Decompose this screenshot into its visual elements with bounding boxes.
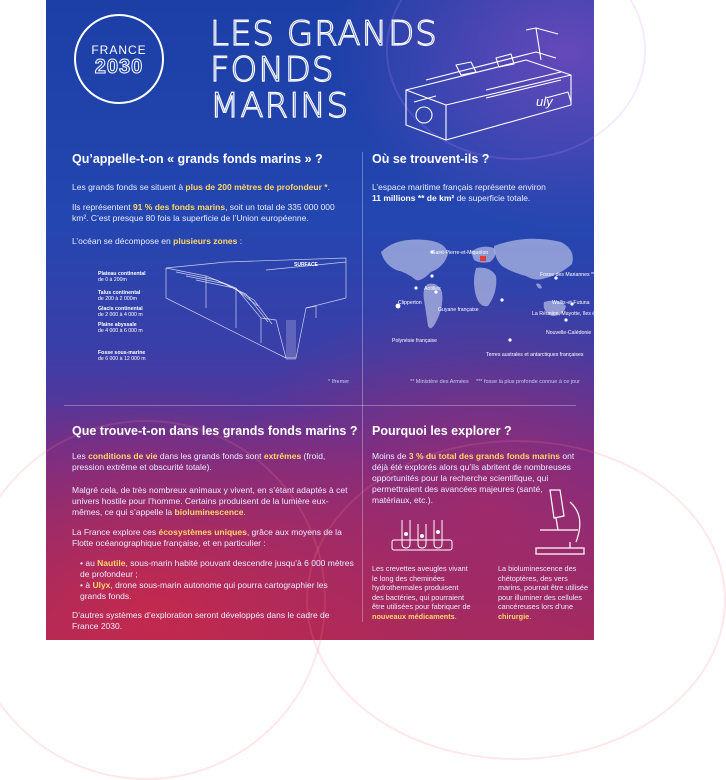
zone-range: de 4 000 à 6 000 m	[98, 328, 143, 334]
text: Les grands fonds se situent à	[72, 182, 186, 192]
title-line2: FONDS	[210, 50, 335, 90]
highlight: Nautile	[97, 558, 126, 568]
text: à	[85, 580, 93, 590]
q3-paragraph-3	[72, 527, 354, 549]
text: Les crevettes aveugles vivant le long des cheminées hydrothermales produisent des bactéries, qui pourraient être utilisées pour fabriquer de	[372, 564, 471, 611]
zone-range: de 200 à 2 000m	[98, 296, 137, 302]
zone-label	[98, 306, 143, 318]
text: La bioluminescence des chétoptères, des vers marins, pourrait être utilisée pour illuminer des cellules cancéreuses lors d’une	[498, 564, 589, 611]
text: , sous-marin habité pouvant descendre jusqu’à 6 000 mètres de profondeur ;	[80, 558, 354, 579]
highlight: plusieurs zones	[173, 236, 238, 246]
title-line3: MARINS	[210, 86, 350, 126]
text: , grâce aux moyens de la Flotte océanographique française, et en particulier :	[72, 527, 342, 548]
text: Ils représentent	[72, 202, 133, 212]
text: Malgré cela, de très nombreux animaux y vivent, en s’étant adaptés à cet univers hostile pour l’homme. Certains produisent de la lumière eux-mêmes, ce qui s’appelle la	[72, 485, 348, 517]
section-divider-horizontal	[64, 405, 576, 406]
q1-heading: Qu’appelle-t-on « grands fonds marins » ?	[72, 152, 323, 166]
q2-heading: Où se trouvent-ils ?	[372, 152, 490, 166]
text: L’espace maritime français représente environ	[372, 182, 546, 192]
highlight: plus de 200 mètres de profondeur *	[185, 182, 328, 192]
map-label: Polynésie française	[392, 338, 437, 344]
text: de superficie totale.	[454, 193, 531, 203]
text: dans les grands fonds sont	[157, 451, 264, 461]
zone-name: Glacis continental	[98, 306, 143, 312]
highlight: écosystèmes uniques	[158, 527, 247, 537]
logo-line1: FRANCE	[91, 43, 147, 57]
q4-heading: Pourquoi les explorer ?	[372, 424, 512, 438]
highlight: conditions de vie	[88, 451, 158, 461]
zone-label	[98, 271, 146, 283]
infographic-poster	[46, 0, 611, 640]
highlight: nouveaux médicaments	[372, 611, 455, 621]
submarine-label: uly	[536, 94, 553, 109]
section-divider-vertical	[362, 152, 363, 622]
q1-paragraph-3	[72, 236, 352, 247]
zone-label	[98, 322, 143, 334]
text: L’océan se décompose en	[72, 236, 174, 246]
q4-caption-worms	[498, 564, 590, 621]
highlight: 3 % du total des grands fonds marins	[408, 451, 560, 461]
text: La France explore ces	[72, 527, 159, 537]
text: .	[327, 182, 330, 192]
text: .	[243, 507, 246, 517]
text: .	[529, 611, 532, 621]
map-label: La Réunion, Mayotte, îles éparses	[532, 311, 611, 317]
map-label: Antilles	[424, 286, 441, 292]
bullet-dot: •	[80, 580, 86, 590]
text: ont déjà été explorés alors qu’ils abritent de nombreuses opportunités pour la recherche scientifique, qui permettraient des avancées majeures (santé, matériaux, etc.).	[372, 451, 575, 505]
text: :	[237, 236, 243, 246]
highlight: bioluminescence	[174, 507, 244, 517]
map-label: Guyane française	[438, 307, 479, 313]
zone-name: Plaine abyssale	[98, 322, 137, 328]
text: (froid, pression extrême et obscurité totale).	[72, 451, 326, 472]
q2-paragraph	[372, 182, 582, 204]
zone-name: Plateau continental	[98, 271, 146, 277]
q2-footnote-2: *** fosse la plus profonde connue à ce jour	[476, 379, 580, 385]
map-label: Clipperton	[398, 300, 422, 306]
zone-name: Fosse sous-marine	[98, 350, 146, 356]
text: Moins de	[372, 451, 409, 461]
zone-range: de 0 à 200m	[98, 277, 127, 283]
highlight: ** de km²	[415, 193, 455, 203]
highlight: Ulyx	[92, 580, 111, 590]
ulyx-drone-illustration	[386, 20, 586, 150]
text: au	[85, 558, 98, 568]
test-tubes-icon	[388, 516, 458, 558]
highlight: 91 % des fonds marins	[132, 202, 226, 212]
q3-bullet-ulyx	[80, 580, 356, 602]
map-label: Fosse des Mariannes ***	[540, 272, 598, 278]
logo-line2: 2030	[94, 56, 144, 78]
ocean-zones-diagram	[166, 258, 346, 376]
q3-paragraph-4: D’autres systèmes d’exploration seront développés dans le cadre de France 2030.	[72, 610, 330, 631]
q1-footnote: * Ifremer	[328, 379, 350, 385]
map-label: Terres australes et antarctiques françaises	[486, 352, 584, 358]
title-line1: LES GRANDS	[210, 14, 438, 54]
map-label: Wallis-et-Futuna	[552, 300, 590, 306]
highlight: chirurgie	[498, 611, 530, 621]
q3-bullet-nautile	[80, 558, 356, 580]
france-marker	[480, 256, 486, 261]
text: , soit un total de 335 000 000 km². C’est presque 80 fois la superficie de l’Union européenne.	[72, 202, 335, 223]
map-label: Saint-Pierre-et-Miquelon	[432, 250, 489, 256]
text: .	[454, 611, 457, 621]
q1-paragraph-2	[72, 202, 352, 224]
q3-paragraph-2	[72, 485, 354, 518]
text: , drone sous-marin autonome qui pourra cartographier les grands fonds.	[80, 580, 328, 601]
surface-label: SURFACE	[294, 262, 318, 268]
q1-paragraph-1	[72, 182, 352, 193]
highlight: extrêmes	[263, 451, 302, 461]
bullet-dot: •	[80, 558, 86, 568]
q2-footnote-1: ** Ministère des Armées	[410, 379, 469, 385]
q4-caption-shrimp	[372, 564, 472, 621]
france-2030-logo	[74, 14, 164, 104]
q3-paragraph-1	[72, 451, 354, 473]
q3-heading: Que trouve-t-on dans les grands fonds marins ?	[72, 424, 358, 438]
zone-range: de 2 000 à 4 000 m	[98, 312, 143, 318]
zone-name: Talus continental	[98, 290, 141, 296]
zone-label	[98, 350, 146, 362]
text: Les	[72, 451, 89, 461]
microscope-icon	[530, 486, 590, 560]
zone-label	[98, 290, 140, 302]
map-label: Nouvelle-Calédonie	[546, 330, 592, 336]
zone-range: de 6 000 à 12 000 m	[98, 356, 146, 362]
highlight: 11 millions	[372, 193, 416, 203]
